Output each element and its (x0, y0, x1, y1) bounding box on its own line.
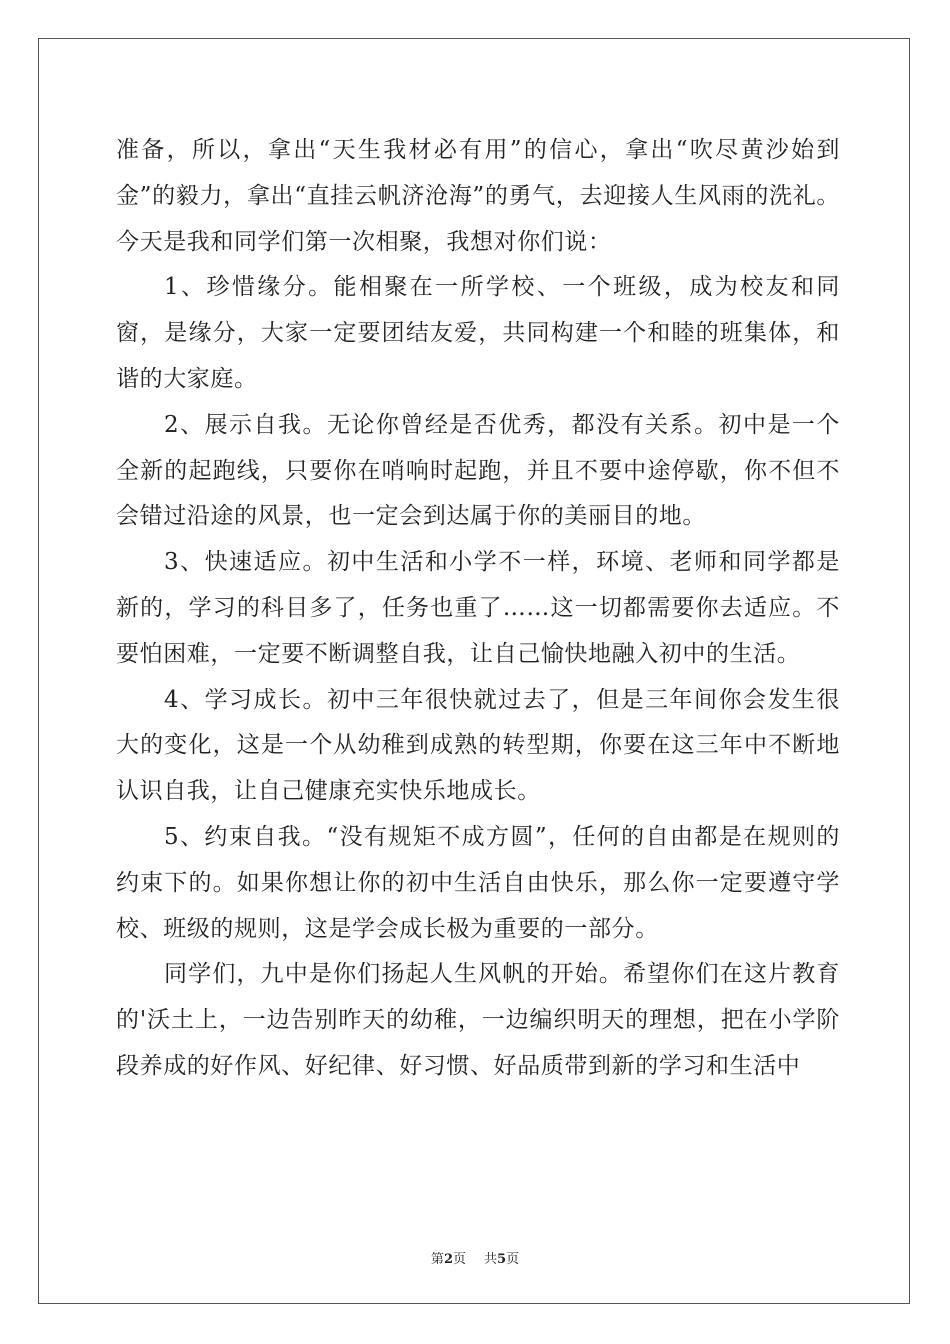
page-suffix: 页 (452, 1252, 466, 1267)
paragraph-item-2: 2、展示自我。无论你曾经是否优秀，都没有关系。初中是一个全新的起跑线，只要你在哨响时起跑，并且不要中途停歇，你不但不会错过沿途的风景，也一定会到达属于你的美丽目的地。 (116, 411, 840, 530)
document-body (116, 128, 840, 1090)
page-prefix: 第 (430, 1252, 444, 1267)
paragraph-item-4: 4、学习成长。初中三年很快就过去了，但是三年间你会发生很大的变化，这是一个从幼稚到成熟的转型期，你要在这三年中不断地认识自我，让自己健康充实快乐地成长。 (116, 686, 840, 805)
page-footer (0, 1248, 950, 1267)
paragraph-closing: 同学们，九中是你们扬起人生风帆的开始。希望你们在这片教育的'沃土上，一边告别昨天的幼稚，一边编织明天的理想，把在小学阶段养成的好作风、好纪律、好习惯、好品质带到新的学习和生活中 (116, 961, 840, 1079)
total-prefix: 共 (484, 1252, 498, 1267)
paragraph-item-3: 3、快速适应。初中生活和小学不一样，环境、老师和同学都是新的，学习的科目多了，任务也重了……这一切都需要你去适应。不要怕困难，一定要不断调整自我，让自己愉快地融入初中的生活。 (116, 549, 840, 667)
paragraph-item-5: 5、约束自我。“没有规矩不成方圆”，任何的自由都是在规则的约束下的。如果你想让你的初中生活自由快乐，那么你一定要遵守学校、班级的规则，这是学会成长极为重要的一部分。 (116, 823, 840, 942)
total-pages: 5 (497, 1252, 507, 1267)
paragraph-intro: 准备，所以，拿出“天生我材必有用”的信心，拿出“吹尽黄沙始到金”的毅力，拿出“直挂云帆济沧海”的勇气，去迎接人生风雨的洗礼。今天是我和同学们第一次相聚，我想对你们说： (116, 137, 840, 255)
page-number: 2 (443, 1252, 453, 1267)
total-suffix: 页 (506, 1252, 520, 1267)
paragraph-item-1: 1、珍惜缘分。能相聚在一所学校、一个班级，成为校友和同窗，是缘分，大家一定要团结友爱，共同构建一个和睦的班集体，和谐的大家庭。 (116, 274, 840, 392)
